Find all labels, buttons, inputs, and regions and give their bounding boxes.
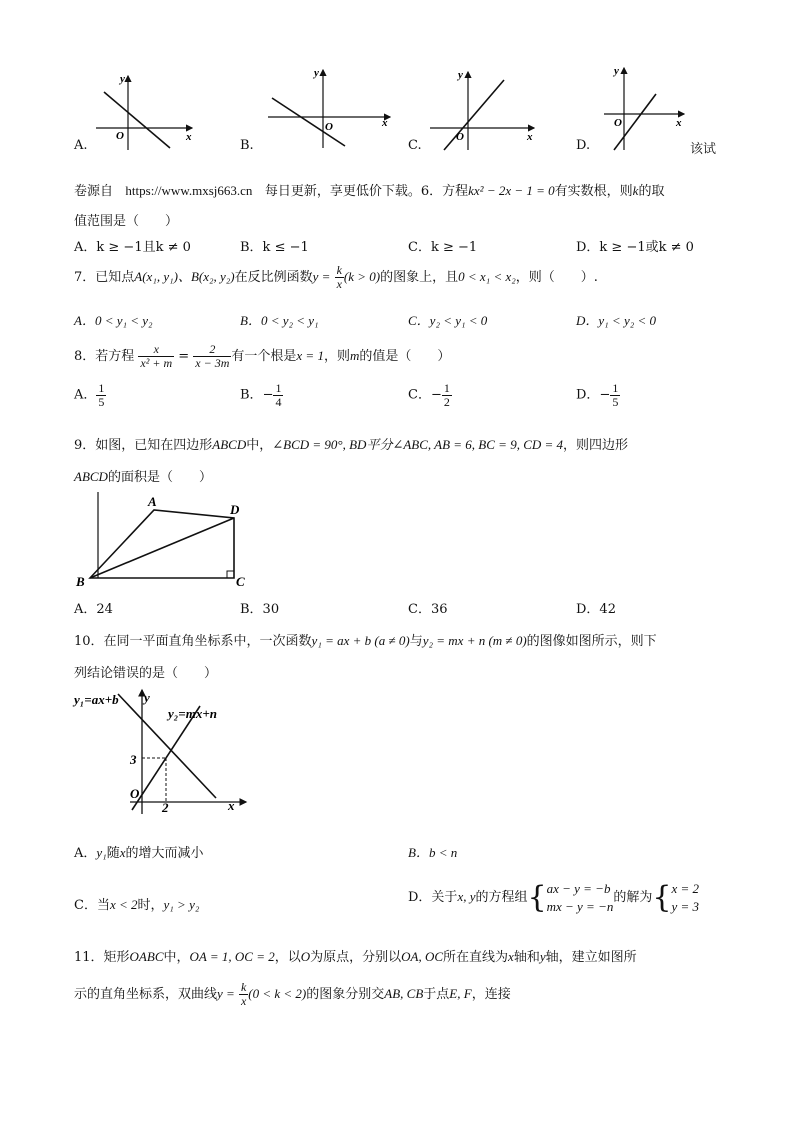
q11-axes: OA, OC bbox=[401, 949, 444, 964]
q8-lhs-den: x² + m bbox=[140, 356, 173, 370]
graph-b bbox=[268, 67, 390, 148]
q11-hyp-lhs: y = bbox=[217, 986, 235, 1001]
q11-line2-a: 示的直角坐标系，双曲线 bbox=[74, 987, 218, 1002]
q10-stem-b: 与 bbox=[409, 634, 423, 649]
q6-stem-b: 有实数根，则 bbox=[554, 184, 633, 199]
q11-stem-e: 所在直线为 bbox=[443, 950, 509, 965]
q10-optc-res: y₁ > y₂ bbox=[163, 897, 200, 912]
q10-linear-functions-graph bbox=[70, 686, 260, 816]
q10-label-y2: y₂=mx+n bbox=[168, 706, 217, 721]
q8-root: x = 1 bbox=[296, 348, 324, 363]
graph-a-origin: O bbox=[116, 130, 124, 142]
graph-a-x-label: x bbox=[186, 131, 192, 143]
q10-optd-a: D．关于 bbox=[408, 890, 458, 906]
q5-option-a[interactable]: A. bbox=[74, 138, 88, 153]
q7-func-fraction bbox=[335, 264, 344, 290]
q8-rhs-fraction bbox=[193, 343, 231, 369]
q8-option-d-sign: − bbox=[599, 387, 611, 403]
q11-line2-c: 于点 bbox=[423, 987, 450, 1002]
q7-stem-b: 在反比例函数 bbox=[234, 270, 313, 285]
q7-func-den: x bbox=[336, 277, 342, 291]
graph-c bbox=[430, 69, 534, 150]
q7-option-d[interactable]: D．y₁ < y₂ < 0 bbox=[576, 313, 657, 328]
q6-prefix: 卷源自 bbox=[74, 184, 114, 199]
graph-d-x-label: x bbox=[676, 117, 682, 129]
q10-tick-3: 3 bbox=[130, 752, 137, 767]
q5-option-c[interactable]: C. bbox=[408, 138, 422, 153]
q7-func-num: k bbox=[336, 263, 342, 278]
q7-stem-d: ，则（ ）. bbox=[515, 270, 598, 285]
q9-line2-quad: ABCD bbox=[74, 469, 108, 484]
q7-option-c[interactable]: C．y₂ < y₁ < 0 bbox=[408, 313, 488, 328]
graph-d-y-label: y bbox=[614, 65, 619, 77]
q6-line1 bbox=[74, 180, 664, 199]
q7-stem bbox=[74, 262, 598, 293]
q8-option-c-label: C． bbox=[408, 387, 431, 403]
q8-option-b-fraction bbox=[273, 382, 283, 408]
q7-func-cond: (k > 0) bbox=[343, 269, 381, 284]
q8-option-b-num: 1 bbox=[275, 381, 282, 395]
q8-option-a-label: A． bbox=[74, 387, 97, 403]
q10-label-y-axis: y bbox=[144, 690, 150, 705]
q8-option-c[interactable] bbox=[408, 382, 452, 408]
q8-option-a-num: 1 bbox=[98, 381, 105, 395]
q8-stem bbox=[74, 340, 450, 373]
q8-option-a-den: 5 bbox=[98, 394, 105, 409]
q10-opta-c: 的增大而减小 bbox=[125, 846, 204, 861]
q9-line2-text: 的面积是（ ） bbox=[107, 470, 212, 485]
q9-label-b: B bbox=[76, 574, 85, 589]
q10-opta-b: 随 bbox=[106, 846, 120, 861]
q8-option-d-num: 1 bbox=[612, 381, 619, 395]
q8-option-c-sign: − bbox=[430, 387, 442, 403]
q11-pts: E, F bbox=[449, 986, 472, 1001]
q8-option-d-label: D． bbox=[576, 387, 600, 403]
q11-stem-g: 轴，建立如图所 bbox=[545, 950, 637, 965]
q6-promo: 每日更新，享更低价下载。 bbox=[264, 184, 421, 199]
q9-stem-b: 中， bbox=[246, 438, 273, 453]
q9-label-a: A bbox=[148, 494, 157, 509]
q7-stem-c: 的图象上，且 bbox=[380, 270, 459, 285]
q11-line2-d: ，连接 bbox=[471, 987, 511, 1002]
q9-label-c: C bbox=[236, 574, 245, 589]
graph-b-origin: O bbox=[325, 121, 333, 133]
q11-stem-d: 为原点，分别以 bbox=[310, 950, 402, 965]
q10-f1: y₁ = ax + b (a ≠ 0) bbox=[311, 633, 410, 648]
q9-option-d[interactable]: D．42 bbox=[576, 602, 616, 617]
q10-optd-s1: x = 2 bbox=[671, 881, 699, 896]
q10-optd-b: 的方程组 bbox=[475, 890, 528, 906]
q9-label-d: D bbox=[230, 502, 240, 517]
q11-stem-b: 中， bbox=[163, 950, 190, 965]
graph-d bbox=[604, 65, 684, 150]
q9-stem-c: ，则四边形 bbox=[563, 438, 629, 453]
q10-stem-c: 的图像如图所示，则下 bbox=[526, 634, 657, 649]
q6-stem-a: 6．方程 bbox=[420, 184, 469, 199]
q10-optd-system bbox=[547, 880, 614, 915]
q10-optd-eq1: ax − y = −b bbox=[546, 881, 611, 896]
q10-line2: 列结论错误的是（ ） bbox=[74, 666, 218, 681]
q6-option-c[interactable]: C．k ≥ −1 bbox=[408, 240, 478, 255]
q10-f2: y₂ = mx + n (m ≠ 0) bbox=[422, 633, 527, 648]
q8-stem-d: 的值是（ ） bbox=[359, 349, 451, 364]
q8-option-c-fraction bbox=[442, 382, 452, 408]
q10-origin: O bbox=[130, 786, 140, 801]
q8-stem-a: 8．若方程 bbox=[74, 349, 135, 364]
q7-option-a[interactable]: A．0 < y₁ < y₂ bbox=[74, 313, 153, 328]
q6-line2: 值范围是（ ） bbox=[74, 214, 179, 229]
q8-option-d-fraction bbox=[610, 382, 620, 408]
q9-line2 bbox=[74, 466, 212, 485]
q5-option-b[interactable]: B. bbox=[240, 138, 254, 153]
q8-rhs-den: x − 3m bbox=[195, 356, 230, 370]
graph-a bbox=[96, 73, 192, 150]
q9-option-a[interactable]: A．24 bbox=[74, 602, 113, 617]
q8-option-b[interactable] bbox=[240, 382, 283, 408]
q8-eq: = bbox=[178, 349, 190, 364]
q8-option-c-num: 1 bbox=[443, 381, 450, 395]
graph-b-x-label: x bbox=[382, 117, 388, 129]
q9-line1 bbox=[74, 434, 628, 453]
graph-c-x-label: x bbox=[527, 131, 533, 143]
q9-quadrilateral-figure bbox=[70, 490, 260, 590]
graph-c-origin: O bbox=[456, 131, 464, 143]
q11-line2-b: 的图象分别交 bbox=[306, 987, 385, 1002]
q8-option-c-den: 2 bbox=[443, 394, 450, 409]
q10-optd-eq2: mx − y = −n bbox=[546, 898, 614, 914]
q10-label-y1: y₁=ax+b bbox=[74, 692, 119, 707]
q5-tail-text: 该试 bbox=[690, 142, 717, 157]
q10-optd-vars: x, y bbox=[457, 889, 476, 905]
q8-option-a-fraction bbox=[96, 382, 106, 408]
q10-optd-brace-1: { bbox=[527, 879, 547, 915]
q10-tick-2: 2 bbox=[162, 800, 169, 815]
q8-m: m bbox=[349, 348, 360, 363]
q8-option-b-sign: − bbox=[262, 387, 274, 403]
q8-lhs-num: x bbox=[138, 343, 174, 357]
q8-option-b-label: B． bbox=[240, 387, 263, 403]
q6-stem-c: 的取 bbox=[638, 184, 665, 199]
q5-option-graphs bbox=[0, 60, 794, 160]
q11-rect: OABC bbox=[129, 949, 164, 964]
q10-optd-solution bbox=[671, 880, 699, 915]
graph-a-y-label: y bbox=[120, 73, 125, 85]
graph-c-y-label: y bbox=[458, 69, 463, 81]
q10-option-b[interactable]: B．b < n bbox=[408, 845, 458, 860]
q11-stem-c: ，以 bbox=[274, 950, 301, 965]
q10-opta-a: A． bbox=[74, 846, 97, 861]
q10-optc-b: 时， bbox=[137, 898, 164, 913]
q10-stem-a: 10．在同一平面直角坐标系中，一次函数 bbox=[74, 634, 312, 649]
q10-opta-x: x bbox=[119, 845, 126, 860]
q10-optd-s2: y = 3 bbox=[671, 898, 699, 914]
q9-conds: ∠BCD = 90°, BD平分∠ABC, AB = 6, BC = 9, CD = 4 bbox=[272, 437, 564, 452]
q10-option-a[interactable] bbox=[74, 842, 204, 861]
q10-optd-brace-2: { bbox=[652, 879, 672, 915]
q6-url[interactable]: https://www.mxsj663.cn bbox=[125, 183, 253, 198]
q11-segs: AB, CB bbox=[384, 986, 424, 1001]
q10-optd-c: 的解为 bbox=[613, 890, 653, 906]
q6-k: k bbox=[632, 183, 639, 198]
q11-stem-f: 轴和 bbox=[513, 950, 540, 965]
q10-opta-var: y₁ bbox=[96, 845, 107, 860]
q10-optc-cond: x < 2 bbox=[109, 897, 138, 912]
q6-option-a[interactable]: A．k ≥ −1且k ≠ 0 bbox=[74, 240, 191, 255]
q11-hyp-fraction bbox=[239, 981, 248, 1007]
q7-points: A(x₁, y₁)、B(x₂, y₂) bbox=[134, 269, 235, 284]
q9-stem-a: 9．如图，已知在四边形 bbox=[74, 438, 213, 453]
q9-quad: ABCD bbox=[212, 437, 247, 452]
q8-option-d-den: 5 bbox=[612, 394, 619, 409]
q8-stem-c: ，则 bbox=[323, 349, 350, 364]
graph-b-y-label: y bbox=[314, 67, 319, 79]
q8-option-d[interactable] bbox=[576, 382, 620, 408]
q10-optc-a: C．当 bbox=[74, 898, 110, 913]
q10-line1 bbox=[74, 630, 657, 649]
q6-option-b[interactable]: B．k ≤ −1 bbox=[240, 240, 309, 255]
q10-label-x-axis: x bbox=[228, 798, 235, 813]
q8-option-a[interactable] bbox=[74, 382, 106, 408]
q6-equation: kx² − 2x − 1 = 0 bbox=[468, 183, 555, 198]
q11-xa: x bbox=[508, 949, 514, 964]
q9-option-b[interactable]: B．30 bbox=[240, 602, 280, 617]
q11-hyp-den: x bbox=[240, 994, 247, 1008]
q11-lens: OA = 1, OC = 2 bbox=[189, 949, 275, 964]
q7-option-b[interactable]: B．0 < y₂ < y₁ bbox=[240, 313, 319, 328]
graph-d-origin: O bbox=[614, 117, 622, 129]
q8-rhs-num: 2 bbox=[193, 343, 231, 357]
q11-line1 bbox=[74, 946, 637, 965]
q7-func-lhs: y = bbox=[312, 269, 331, 284]
q10-option-d[interactable] bbox=[408, 880, 699, 915]
q9-option-c[interactable]: C．36 bbox=[408, 602, 448, 617]
q8-lhs-fraction bbox=[138, 343, 174, 369]
q8-option-b-den: 4 bbox=[275, 394, 282, 409]
q11-line2 bbox=[74, 978, 511, 1011]
q8-stem-b: 有一个根是 bbox=[231, 349, 297, 364]
q7-stem-a: 7．已知点 bbox=[74, 270, 135, 285]
q11-o: O bbox=[300, 949, 311, 964]
q7-cond: 0 < x₁ < x₂ bbox=[458, 269, 516, 284]
q11-ya: y bbox=[539, 949, 546, 964]
q11-hyp-cond: (0 < k < 2) bbox=[248, 986, 307, 1001]
q6-option-d[interactable]: D．k ≥ −1或k ≠ 0 bbox=[576, 240, 694, 255]
q5-option-d[interactable]: D. bbox=[576, 138, 591, 153]
q11-stem-a: 11．矩形 bbox=[74, 950, 130, 965]
q11-hyp-num: k bbox=[240, 980, 247, 995]
q10-option-c[interactable] bbox=[74, 894, 199, 913]
